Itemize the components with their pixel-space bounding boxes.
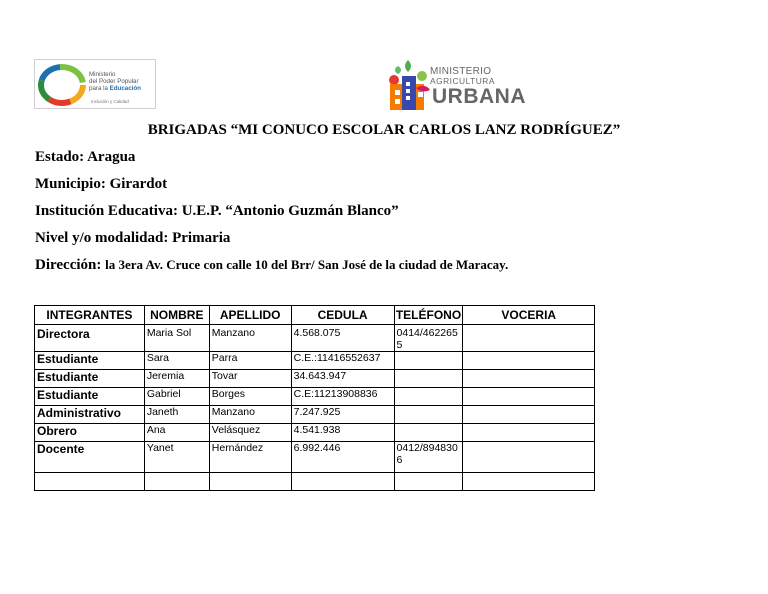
telefono-cell: 0414/462265 5 bbox=[394, 325, 463, 352]
telefono-cell bbox=[394, 388, 463, 406]
table-body bbox=[35, 325, 595, 491]
integrante-cell: Administrativo bbox=[35, 406, 145, 424]
apellido-cell bbox=[209, 473, 291, 491]
nombre-cell: Maria Sol bbox=[144, 325, 209, 352]
apellido-cell: Borges bbox=[209, 388, 291, 406]
header-telefono: TELÉFONO bbox=[394, 306, 463, 325]
logo-line-3-emph: Educación bbox=[109, 85, 141, 92]
logo2-line-2: AGRICULTURA bbox=[430, 76, 495, 86]
header-integrantes: INTEGRANTES bbox=[35, 306, 145, 325]
header-voceria: VOCERIA bbox=[463, 306, 595, 325]
cedula-cell: 7.247.925 bbox=[291, 406, 394, 424]
voceria-cell bbox=[463, 442, 595, 473]
ministry-agriculture-logo bbox=[386, 58, 526, 112]
telefono-cell bbox=[394, 370, 463, 388]
table-header-row bbox=[35, 306, 595, 325]
table-row bbox=[35, 352, 595, 370]
voceria-cell bbox=[463, 406, 595, 424]
voceria-cell bbox=[463, 424, 595, 442]
logo2-line-1: MINISTERIO bbox=[430, 66, 492, 77]
ministry-education-emblem-icon bbox=[38, 64, 86, 106]
telefono-cell bbox=[394, 406, 463, 424]
voceria-cell bbox=[463, 352, 595, 370]
apellido-cell: Parra bbox=[209, 352, 291, 370]
nombre-cell: Gabriel bbox=[144, 388, 209, 406]
cedula-cell: C.E.:11416552637 bbox=[291, 352, 394, 370]
logo2-line-3: URBANA bbox=[432, 85, 526, 108]
table-row bbox=[35, 442, 595, 473]
cedula-cell: 34.643.947 bbox=[291, 370, 394, 388]
nombre-cell: Sara bbox=[144, 352, 209, 370]
voceria-cell bbox=[463, 473, 595, 491]
direccion-field bbox=[35, 257, 508, 274]
telefono-cell: 0412/894830 6 bbox=[394, 442, 463, 473]
apellido-cell: Manzano bbox=[209, 406, 291, 424]
integrante-cell: Estudiante bbox=[35, 370, 145, 388]
integrante-cell: Directora bbox=[35, 325, 145, 352]
table-row bbox=[35, 388, 595, 406]
institucion-field: Institución Educativa: U.E.P. “Antonio Guzmán Blanco” bbox=[35, 203, 399, 219]
logo-line-1: Ministerio bbox=[89, 71, 116, 78]
table-row bbox=[35, 370, 595, 388]
table-row bbox=[35, 325, 595, 352]
apellido-cell: Velásquez bbox=[209, 424, 291, 442]
estado-field: Estado: Aragua bbox=[35, 149, 136, 165]
integrante-cell: Estudiante bbox=[35, 352, 145, 370]
telefono-cell bbox=[394, 424, 463, 442]
logo-line-2: del Poder Popular bbox=[89, 78, 139, 85]
nivel-field: Nivel y/o modalidad: Primaria bbox=[35, 230, 231, 246]
table-row bbox=[35, 406, 595, 424]
direccion-label: Dirección: bbox=[35, 257, 106, 273]
table-row bbox=[35, 473, 595, 491]
nombre-cell bbox=[144, 473, 209, 491]
integrante-cell: Obrero bbox=[35, 424, 145, 442]
apellido-cell: Hernández bbox=[209, 442, 291, 473]
nombre-cell: Yanet bbox=[144, 442, 209, 473]
urban-farm-emblem-icon bbox=[386, 58, 434, 112]
cedula-cell: 4.541.938 bbox=[291, 424, 394, 442]
integrante-cell bbox=[35, 473, 145, 491]
cedula-cell: 4.568.075 bbox=[291, 325, 394, 352]
members-table bbox=[34, 305, 595, 491]
header-apellido: APELLIDO bbox=[209, 306, 291, 325]
direccion-value: la 3era Av. Cruce con calle 10 del Brr/ San José de la ciudad de Maracay. bbox=[105, 257, 509, 272]
cedula-cell: 6.992.446 bbox=[291, 442, 394, 473]
cedula-cell bbox=[291, 473, 394, 491]
telefono-cell bbox=[394, 473, 463, 491]
integrante-cell: Estudiante bbox=[35, 388, 145, 406]
page-title: BRIGADAS “MI CONUCO ESCOLAR CARLOS LANZ RODRÍGUEZ” bbox=[147, 122, 621, 138]
nombre-cell: Jeremia bbox=[144, 370, 209, 388]
nombre-cell: Ana bbox=[144, 424, 209, 442]
voceria-cell bbox=[463, 370, 595, 388]
logo-tagline: Inclusión y Calidad bbox=[91, 99, 129, 104]
header-cedula: CEDULA bbox=[291, 306, 394, 325]
ministry-education-logo bbox=[34, 59, 156, 109]
table-row bbox=[35, 424, 595, 442]
integrante-cell: Docente bbox=[35, 442, 145, 473]
nombre-cell: Janeth bbox=[144, 406, 209, 424]
municipio-field: Municipio: Girardot bbox=[35, 176, 168, 192]
voceria-cell bbox=[463, 388, 595, 406]
apellido-cell: Manzano bbox=[209, 325, 291, 352]
voceria-cell bbox=[463, 325, 595, 352]
header-nombre: NOMBRE bbox=[144, 306, 209, 325]
telefono-cell bbox=[394, 352, 463, 370]
logo-line-3-prefix: para la bbox=[89, 85, 110, 92]
apellido-cell: Tovar bbox=[209, 370, 291, 388]
cedula-cell: C.E:11213908836 bbox=[291, 388, 394, 406]
